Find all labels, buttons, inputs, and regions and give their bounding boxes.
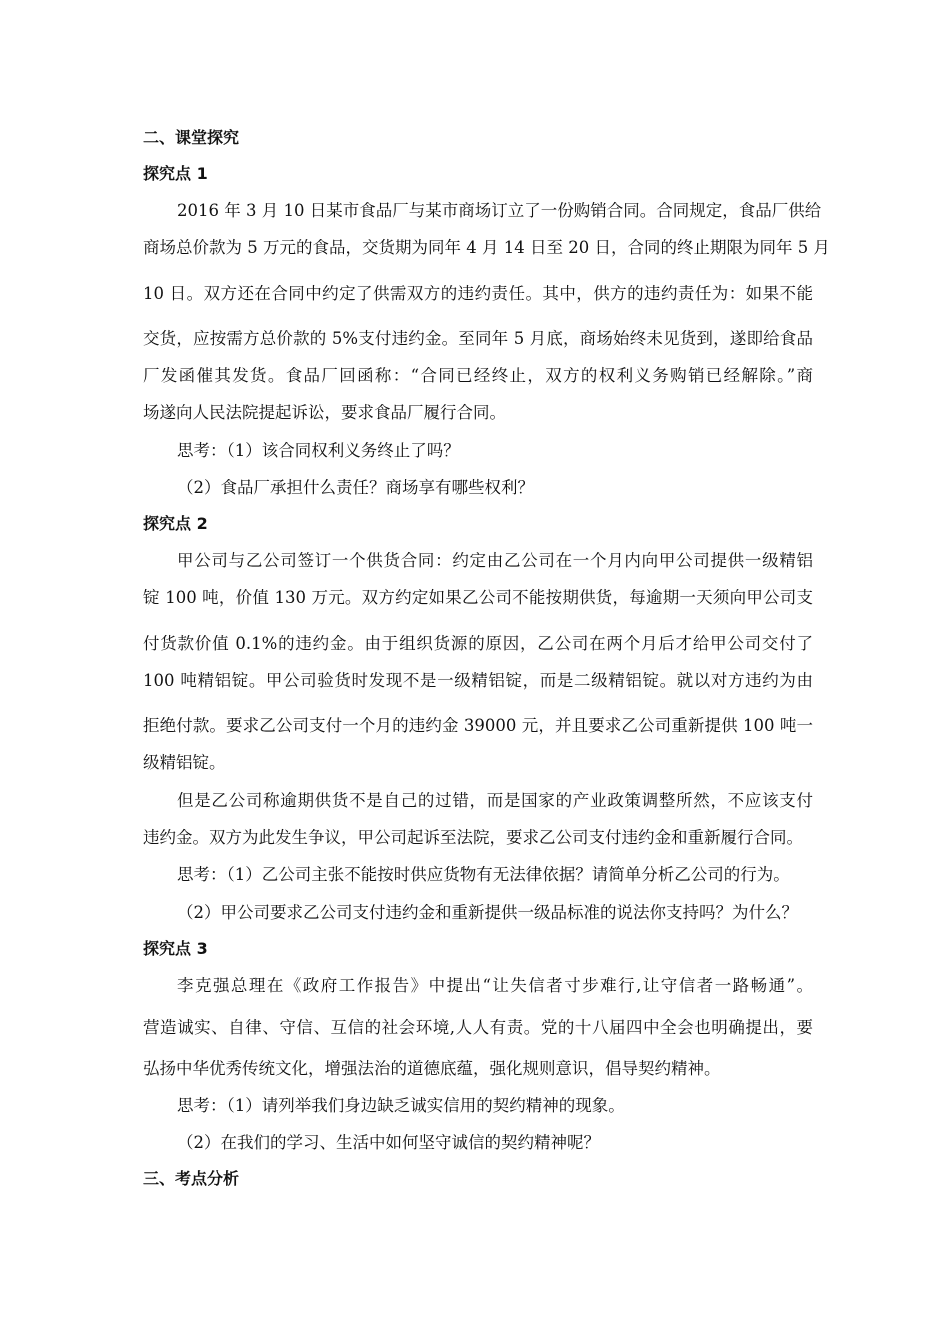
paragraph-line: 弘扬中华优秀传统文化，增强法治的道德底蕴，强化规则意识，倡导契约精神。 <box>143 1059 721 1078</box>
paragraph-line: 甲公司与乙公司签订一个供货合同：约定由乙公司在一个月内向甲公司提供一级精铝 <box>177 551 813 570</box>
section-heading: 三、考点分析 <box>143 1169 240 1188</box>
paragraph-line: 李克强总理在《政府工作报告》中提出“让失信者寸步难行,让守信者一路畅通”。 <box>177 976 813 995</box>
paragraph-line: 付货款价值 0.1%的违约金。由于组织货源的原因，乙公司在两个月后才给甲公司交付了 <box>143 634 813 653</box>
paragraph-line: 但是乙公司称逾期供货不是自己的过错，而是国家的产业政策调整所然，不应该支付 <box>177 791 813 810</box>
paragraph-line: 商场总价款为 5 万元的食品，交货期为同年 4 月 14 日至 20 日，合同的终止期限为同年 5 月 <box>143 238 830 257</box>
paragraph-line: 拒绝付款。要求乙公司支付一个月的违约金 39000 元，并且要求乙公司重新提供 100 吨一 <box>143 716 813 735</box>
paragraph-line: 10 日。双方还在合同中约定了供需双方的违约责任。其中，供方的违约责任为：如果不能 <box>143 284 813 303</box>
question-line: （2）甲公司要求乙公司支付违约金和重新提供一级品标准的说法你支持吗？为什么？ <box>177 903 798 922</box>
paragraph-line: 交货，应按需方总价款的 5%支付违约金。至同年 5 月底，商场始终未见货到，遂即给食品 <box>143 329 813 348</box>
paragraph-line: 违约金。双方为此发生争议，甲公司起诉至法院，要求乙公司支付违约金和重新履行合同。 <box>143 828 803 847</box>
subsection-heading: 探究点 2 <box>143 514 208 533</box>
question-line: （2）食品厂承担什么责任？商场享有哪些权利？ <box>177 478 534 497</box>
question-line: 思考：（1）请列举我们身边缺乏诚实信用的契约精神的现象。 <box>177 1096 625 1115</box>
paragraph-line: 锭 100 吨，价值 130 万元。双方约定如果乙公司不能按期供货，每逾期一天须向甲公司支 <box>143 588 813 607</box>
paragraph-line: 厂发函催其发货。食品厂回函称：“合同已经终止，双方的权利义务购销已经解除。”商 <box>143 366 813 385</box>
question-line: 思考：（1）该合同权利义务终止了吗？ <box>177 441 460 460</box>
subsection-heading: 探究点 1 <box>143 164 208 183</box>
paragraph-line: 营造诚实、自律、守信、互信的社会环境,人人有责。党的十八届四中全会也明确提出，要 <box>143 1018 813 1037</box>
subsection-heading: 探究点 3 <box>143 939 208 958</box>
question-line: （2）在我们的学习、生活中如何坚守诚信的契约精神呢？ <box>177 1133 600 1152</box>
section-heading: 二、课堂探究 <box>143 128 240 147</box>
paragraph-line: 级精铝锭。 <box>143 753 226 772</box>
question-line: 思考：（1）乙公司主张不能按时供应货物有无法律依据？请简单分析乙公司的行为。 <box>177 865 790 884</box>
paragraph-line: 场遂向人民法院提起诉讼，要求食品厂履行合同。 <box>143 403 506 422</box>
paragraph-line: 2016 年 3 月 10 日某市食品厂与某市商场订立了一份购销合同。合同规定，食品厂供给 <box>177 201 822 220</box>
paragraph-line: 100 吨精铝锭。甲公司验货时发现不是一级精铝锭，而是二级精铝锭。就以对方违约为由 <box>143 671 813 690</box>
